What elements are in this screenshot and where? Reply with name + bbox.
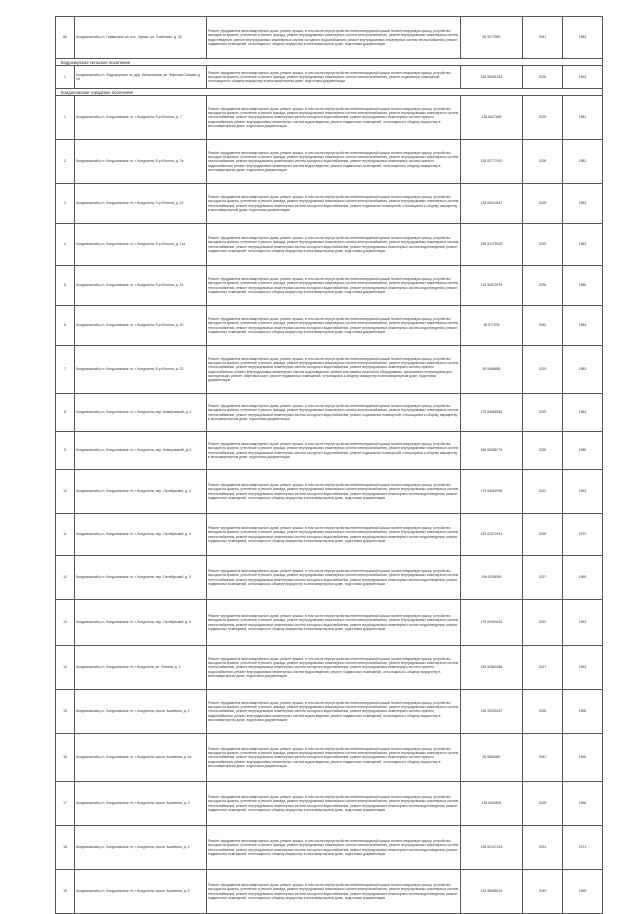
address-cell: Кондопожский р-н, Кондопожское гп, г. Кондопога, б-р Юности, д. 16: [75, 266, 207, 306]
works-cell: Ремонт фундамента многоквартирного дома, ремонт крыши, в том числе переустройство невентилируемой крыши на вентилируемую крышу, устройство выходов на кровлю, утепление и ремонт фасада, ремонт внутридомовых инженерных систем электроснабжения, ремонт внутридомовых инженерных систем теплоснабжения, ремонт внутридомовых инженерных систем холодного водоснабжения, ремонт внутридомовых инженерных систем горячего водоснабжения, ремонт внутридомовых инженерных систем водоотведения, ремонт подвальных помещений, относящихся к общему имуществу в многоквартирном доме, подготовка документации: [207, 690, 461, 734]
area-cell: 155 55491324: [461, 66, 523, 89]
planned-year-cell: 2042: [523, 734, 563, 782]
build-year-cell: 1984: [563, 394, 603, 432]
planned-year-cell: 2028: [523, 514, 563, 556]
area-cell: 95 5488685: [461, 346, 523, 394]
build-year-cell: 1983: [563, 224, 603, 266]
planned-year-cell: 2049: [523, 870, 563, 914]
planned-year-cell: 2029: [523, 346, 563, 394]
row-number: 1: [56, 96, 75, 140]
planned-year-cell: 2036: [523, 266, 563, 306]
row-number: 17: [56, 782, 75, 826]
area-cell: 135 33250267: [461, 690, 523, 734]
build-year-cell: 1963: [563, 66, 603, 89]
works-cell: Ремонт фундамента многоквартирного дома, ремонт крыши, в том числе переустройство невентилируемой крыши на вентилируемую крышу, устройство выходов на кровлю, утепление и ремонт фасада, ремонт внутридомовых инженерных систем электроснабжения, ремонт внутридомовых инженерных систем теплоснабжения, ремонт внутридомовых инженерных систем холодного водоснабжения, ремонт внутридомовых инженерных систем водоотведения, ремонт подвальных помещений, относящихся к общему имуществу в многоквартирном доме, подготовка документации: [207, 870, 461, 914]
table-row: [56, 556, 603, 600]
planned-year-cell: 2029: [523, 96, 563, 140]
table-row: [56, 66, 603, 89]
planned-year-cell: 2029: [523, 782, 563, 826]
row-number: 13: [56, 600, 75, 646]
works-cell: Ремонт фундамента многоквартирного дома, ремонт крыши, в том числе переустройство невентилируемой крыши на вентилируемую крышу, устройство выходов на кровлю, утепление и ремонт фасада, ремонт внутридомовых инженерных систем электроснабжения, ремонт внутридомовых инженерных систем теплоснабжения, ремонт внутридомовых инженерных систем холодного водоснабжения, ремонт подвальных помещений, относящихся к общему имуществу в многоквартирном доме, подготовка документации: [207, 432, 461, 470]
table-row: [56, 600, 603, 646]
table-row: [56, 432, 603, 470]
planned-year-cell: 2027: [523, 556, 563, 600]
address-cell: Кондопожский р-н, Кондопожское гп, г. Кондопога, пер. Кемеровский, д. 6: [75, 432, 207, 470]
table-row: [56, 514, 603, 556]
address-cell: Кондопожский р-н, Кондопожское гп, г. Кондопога, просп. Калинина, д. 5: [75, 870, 207, 914]
build-year-cell: 1983: [563, 184, 603, 224]
row-number: 9: [56, 432, 75, 470]
area-cell: 179 54062994: [461, 470, 523, 514]
table-row: [56, 826, 603, 870]
works-cell: Ремонт фундамента многоквартирного дома, ремонт крыши, в том числе переустройство невентилируемой крыши на вентилируемую крышу, устройство выходов на кровлю, утепление и ремонт фасада, ремонт внутридомовых инженерных систем электроснабжения, ремонт внутридомовых инженерных систем теплоснабжения, ремонт внутридомовых инженерных систем холодного водоснабжения, ремонт внутридомовых инженерных систем водоотведения, ремонт подвальных помещений, относящихся к общему имуществу в многоквартирном доме, подготовка документации: [207, 556, 461, 600]
build-year-cell: 1966: [563, 782, 603, 826]
row-number: 6: [56, 306, 75, 346]
row-number: 1: [56, 66, 75, 89]
build-year-cell: 1968: [563, 734, 603, 782]
table-row: [56, 346, 603, 394]
table-row: [56, 394, 603, 432]
row-number: 14: [56, 646, 75, 690]
address-cell: Кондопожский р-н, Кондопожское гп, г. Кондопога, просп. Калинина, д. 2: [75, 690, 207, 734]
build-year-cell: 1983: [563, 346, 603, 394]
area-cell: 153 53374913: [461, 514, 523, 556]
address-cell: Кондопожский р-н, Кондопожское гп, г. Кондопога, б-р Юности, д. 7: [75, 96, 207, 140]
works-cell: Ремонт фундамента многоквартирного дома, ремонт крыши, в том числе переустройство невентилируемой крыши на вентилируемую крышу, устройство выходов на кровлю, утепление и ремонт фасада, ремонт внутридомовых инженерных систем электроснабжения, ремонт внутридомовых инженерных систем теплоснабжения, ремонт внутридомовых инженерных систем холодного водоснабжения, ремонт внутридомовых инженерных систем водоотведения, ремонт подвальных помещений, относящихся к общему имуществу в многоквартирном доме, подготовка документации: [207, 266, 461, 306]
works-cell: Ремонт фундамента многоквартирного дома, ремонт крыши, в том числе переустройство невентилируемой крыши на вентилируемую крышу, устройство выходов на кровлю, утепление и ремонт фасада, ремонт внутридомовых инженерных систем электроснабжения, ремонт внутридомовых инженерных систем теплоснабжения, ремонт внутридомовых инженерных систем холодного водоснабжения, ремонт внутридомовых инженерных систем водоотведения, ремонт подвальных помещений, относящихся к общему имуществу в многоквартирном доме, подготовка документации: [207, 826, 461, 870]
works-cell: Ремонт фундамента многоквартирного дома, ремонт крыши, в том числе переустройство невентилируемой крыши на вентилируемую крышу, устройство выходов на кровлю, утепление и ремонт фасада, ремонт внутридомовых инженерных систем электроснабжения, ремонт внутридомовых инженерных систем теплоснабжения, ремонт внутридомовых инженерных систем холодного водоснабжения, ремонт внутридомовых инженерных систем водоотведения, ремонт подвальных помещений, относящихся к общему имуществу в многоквартирном доме, подготовка документации: [207, 470, 461, 514]
section-title: Кондопожское городское поселение: [56, 89, 603, 96]
build-year-cell: 1969: [563, 870, 603, 914]
address-cell: Кондопожский р-н, Кондопожское гп, г. Кондопога, б-р Юности, д. 20: [75, 306, 207, 346]
table-row: [56, 140, 603, 184]
works-cell: Ремонт фундамента многоквартирного дома, ремонт крыши, в том числе переустройство невентилируемой крыши на вентилируемую крышу, устройство выходов на кровлю, утепление и ремонт фасада, ремонт внутридомовых инженерных систем электроснабжения, ремонт внутридомовых инженерных систем водоотведения, ремонт внутридомовых инженерных систем холодного водоснабжения, ремонт внутридомовых инженерных систем теплоснабжения, ремонт подвальных помещений, относящихся к общему имуществу в многоквартирном доме, подготовка документации: [207, 17, 461, 59]
row-number: 4: [56, 224, 75, 266]
address-cell: Кондопожский р-н, Кондопожское гп, г. Кондопога, пер. Октябрьский, д. 5: [75, 556, 207, 600]
row-number: 15: [56, 690, 75, 734]
address-cell: Кондопожский р-н, Кондопожское гп, г. Кондопога, б-р Юности, д. 22: [75, 346, 207, 394]
build-year-cell: 1965: [563, 556, 603, 600]
row-number: 10: [56, 470, 75, 514]
row-number: 7: [56, 346, 75, 394]
section-header-row: [56, 59, 603, 66]
area-cell: 135 52777620: [461, 140, 523, 184]
table-row: [56, 734, 603, 782]
address-cell: Кондопожский р-н, Кондопожское гп, г. Кондопога, просп. Калинина, д. 4: [75, 826, 207, 870]
table-row: [56, 224, 603, 266]
works-cell: Ремонт фундамента многоквартирного дома, ремонт крыши, в том числе переустройство невентилируемой крыши на вентилируемую крышу, устройство выходов на кровлю, утепление и ремонт фасада, ремонт внутридомовых инженерных систем электроснабжения, ремонт внутридомовых инженерных систем теплоснабжения, ремонт внутридомовых инженерных систем холодного водоснабжения, ремонт подвальных помещений, относящихся к общему имуществу в многоквартирном доме, подготовка документации: [207, 394, 461, 432]
build-year-cell: 1986: [563, 266, 603, 306]
row-number: 12: [56, 556, 75, 600]
section-title: Кедрозерское сельское поселение: [56, 59, 603, 66]
build-year-cell: 1963: [563, 646, 603, 690]
area-cell: 179 54394463: [461, 600, 523, 646]
address-cell: Кондопожский р-н, Кондопожское гп, г. Кондопога, просп. Калинина, д. 3: [75, 782, 207, 826]
area-cell: 155 52863364: [461, 646, 523, 690]
area-cell: 98 977635: [461, 306, 523, 346]
section-header-row: [56, 89, 603, 96]
address-cell: Кондопожский р-н, Кондопожское гп, г. Кондопога, б-р Юности, д. 11а: [75, 224, 207, 266]
area-cell: 155 51275529: [461, 224, 523, 266]
works-cell: Ремонт фундамента многоквартирного дома, ремонт крыши, в том числе переустройство невентилируемой крыши на вентилируемую крышу, устройство выходов на кровлю, утепление и ремонт фасада, ремонт внутридомовых инженерных систем электроснабжения, ремонт внутридомовых инженерных систем теплоснабжения, ремонт внутридомовых инженерных систем холодного водоснабжения, ремонт внутридомовых инженерных систем водоотведения, ремонт подвальных помещений, относящихся к общему имуществу в многоквартирном доме, подготовка документации: [207, 224, 461, 266]
works-cell: Ремонт фундамента многоквартирного дома, ремонт крыши, в том числе переустройство невентилируемой крыши на вентилируемую крышу, устройство выходов на кровлю, утепление и ремонт фасада, ремонт внутридомовых инженерных систем электроснабжения, ремонт внутридомовых инженерных систем теплоснабжения, ремонт внутридомовых инженерных систем холодного водоснабжения, ремонт внутридомовых инженерных систем горячего водоснабжения, ремонт внутридомовых инженерных систем водоотведения, ремонт подвальных помещений, относящихся к общему имуществу в многоквартирном доме, подготовка документации: [207, 734, 461, 782]
build-year-cell: 1979: [563, 514, 603, 556]
row-number: 16: [56, 734, 75, 782]
area-cell: 65 5072960: [461, 17, 523, 59]
planned-year-cell: 2026: [523, 432, 563, 470]
table-row: [56, 266, 603, 306]
area-cell: 196 6298090: [461, 556, 523, 600]
address-cell: Кондопожский р-н, Кедрозерское сп, дер. Ионасальма, ул. Фирсова Сальма, д. 16: [75, 66, 207, 89]
address-cell: Кондопожский р-н, Кондопожское гп, г. Кондопога, б-р Юности, д. 12: [75, 184, 207, 224]
repair-program-table: [55, 16, 603, 914]
works-cell: Ремонт фундамента многоквартирного дома, ремонт крыши, в том числе переустройство невентилируемой крыши на вентилируемую крышу, устройство выходов на кровлю, утепление и ремонт фасада, ремонт внутридомовых инженерных систем электроснабжения, ремонт внутридомовых инженерных систем теплоснабжения, ремонт внутридомовых инженерных систем холодного водоснабжения, ремонт внутридомовых инженерных систем водоотведения, ремонт подвальных помещений, относящихся к общему имуществу в многоквартирном доме, подготовка документации: [207, 306, 461, 346]
works-cell: Ремонт фундамента многоквартирного дома, ремонт крыши, в том числе переустройство невентилируемой крыши на вентилируемую крышу, устройство выходов на кровлю, утепление и ремонт фасада, ремонт внутридомовых инженерных систем электроснабжения, ремонт внутридомовых инженерных систем теплоснабжения, ремонт внутридомовых инженерных систем холодного водоснабжения, ремонт внутридомовых инженерных систем горячего водоснабжения, ремонт внутридомовых инженерных систем водоотведения, ремонт подвальных помещений, относящихся к общему имуществу в многоквартирном доме, подготовка документации: [207, 646, 461, 690]
address-cell: Кондопожский р-н, Кондопожское гп, г. Кондопога, просп. Калинина, д. 2а: [75, 734, 207, 782]
table-row: [56, 690, 603, 734]
planned-year-cell: 2026: [523, 66, 563, 89]
table-row: [56, 646, 603, 690]
works-cell: Ремонт фундамента многоквартирного дома, ремонт крыши, в том числе переустройство невентилируемой крыши на вентилируемую крышу, устройство выходов на кровлю, утепление и ремонт фасада, ремонт внутридомовых инженерных систем электроснабжения, ремонт внутридомовых инженерных систем теплоснабжения, ремонт внутридомовых инженерных систем холодного водоснабжения, ремонт внутридомовых инженерных систем горячего водоснабжения, ремонт внутридомовых инженерных систем водоотведения, ремонт или замена лифтового оборудования, признанного непригодным для эксплуатации, ремонт лифтовых шахт, ремонт подвальных помещений, относящихся к общему имуществу в многоквартирном доме, подготовка документации: [207, 346, 461, 394]
planned-year-cell: 2022: [523, 600, 563, 646]
area-cell: 135 52107443: [461, 826, 523, 870]
works-cell: Ремонт фундамента многоквартирного дома, ремонт крыши, в том числе переустройство невентилируемой крыши на вентилируемую крышу, устройство выходов на кровлю, утепление и ремонт фасада, ремонт внутридомовых инженерных систем электроснабжения, ремонт внутридомовых инженерных систем теплоснабжения, ремонт внутридомовых инженерных систем холодного водоснабжения, ремонт подвальных помещений, относящихся к общему имуществу в многоквартирном доме, подготовка документации: [207, 184, 461, 224]
address-cell: Кондопожский р-н, Гирвасское сп, пос. Гирвас, ул. Советская, д. 32: [75, 17, 207, 59]
build-year-cell: 1971: [563, 826, 603, 870]
build-year-cell: 1981: [563, 96, 603, 140]
area-cell: 175 54866584: [461, 394, 523, 432]
works-cell: Ремонт фундамента многоквартирного дома, ремонт крыши, в том числе переустройство невентилируемой крыши на вентилируемую крышу, устройство выходов на кровлю, утепление и ремонт фасада, ремонт внутридомовых инженерных систем электроснабжения, ремонт внутридомовых инженерных систем теплоснабжения, ремонт внутридомовых инженерных систем холодного водоснабжения, ремонт внутридомовых инженерных систем горячего водоснабжения, ремонт внутридомовых инженерных систем водоотведения, ремонт подвальных помещений, относящихся к общему имуществу в многоквартирном доме, подготовка документации: [207, 96, 461, 140]
row-number: 2: [56, 140, 75, 184]
build-year-cell: 1963: [563, 470, 603, 514]
row-number: 66: [56, 17, 75, 59]
area-cell: 135 5303804: [461, 782, 523, 826]
area-cell: 125 56685044: [461, 870, 523, 914]
table-row: [56, 306, 603, 346]
works-cell: Ремонт фундамента многоквартирного дома, ремонт крыши, в том числе переустройство невентилируемой крыши на вентилируемую крышу, устройство выходов на кровлю, утепление и ремонт фасада, ремонт внутридомовых инженерных систем электроснабжения, ремонт внутридомовых инженерных систем теплоснабжения, ремонт внутридомовых инженерных систем холодного водоснабжения, ремонт внутридомовых инженерных систем горячего водоснабжения, ремонт внутридомовых инженерных систем водоотведения, ремонт подвальных помещений, относящихся к общему имуществу в многоквартирном доме, подготовка документации: [207, 140, 461, 184]
build-year-cell: 1983: [563, 17, 603, 59]
planned-year-cell: 2031: [523, 826, 563, 870]
table-body: [56, 17, 603, 914]
build-year-cell: 1981: [563, 140, 603, 184]
build-year-cell: 1968: [563, 690, 603, 734]
planned-year-cell: 2040: [523, 306, 563, 346]
planned-year-cell: 2029: [523, 184, 563, 224]
row-number: 11: [56, 514, 75, 556]
address-cell: Кондопожский р-н, Кондопожское гп, г. Кондопога, пер. Октябрьский, д. 4: [75, 514, 207, 556]
works-cell: Ремонт фундамента многоквартирного дома, ремонт крыши, в том числе переустройство невентилируемой крыши на вентилируемую крышу, устройство выходов на кровлю, утепление и ремонт фасада, ремонт внутридомовых инженерных систем электроснабжения, ремонт подвальных помещений, относящихся к общему имуществу в многоквартирном доме, подготовка документации: [207, 66, 461, 89]
table-row: [56, 96, 603, 140]
planned-year-cell: 2025: [523, 224, 563, 266]
build-year-cell: 1963: [563, 600, 603, 646]
row-number: 8: [56, 394, 75, 432]
table-row: [56, 470, 603, 514]
works-cell: Ремонт фундамента многоквартирного дома, ремонт крыши, в том числе переустройство невентилируемой крыши на вентилируемую крышу, устройство выходов на кровлю, утепление и ремонт фасада, ремонт внутридомовых инженерных систем электроснабжения, ремонт внутридомовых инженерных систем теплоснабжения, ремонт внутридомовых инженерных систем холодного водоснабжения, ремонт внутридомовых инженерных систем водоотведения, ремонт подвальных помещений, относящихся к общему имуществу в многоквартирном доме, подготовка документации: [207, 600, 461, 646]
planned-year-cell: 2041: [523, 17, 563, 59]
address-cell: Кондопожский р-н, Кондопожское гп, г. Кондопога, пер. Кемеровский, д. 4: [75, 394, 207, 432]
area-cell: 95 6866482: [461, 734, 523, 782]
row-number: 3: [56, 184, 75, 224]
table-row: [56, 17, 603, 59]
row-number: 5: [56, 266, 75, 306]
row-number: 18: [56, 826, 75, 870]
address-cell: Кондопожский р-н, Кондопожское гп, г. Кондопога, ул. Ленина, д. 3: [75, 646, 207, 690]
table-row: [56, 870, 603, 914]
build-year-cell: 1984: [563, 306, 603, 346]
address-cell: Кондопожский р-н, Кондопожское гп, г. Кондопога, пер. Октябрьский, д. 6: [75, 600, 207, 646]
area-cell: 136 5627659: [461, 96, 523, 140]
build-year-cell: 1989: [563, 432, 603, 470]
planned-year-cell: 2027: [523, 646, 563, 690]
row-number: 19: [56, 870, 75, 914]
planned-year-cell: 2022: [523, 470, 563, 514]
planned-year-cell: 2026: [523, 690, 563, 734]
address-cell: Кондопожский р-н, Кондопожское гп, г. Кондопога, б-р Юности, д. 7а: [75, 140, 207, 184]
area-cell: 126 60014847: [461, 184, 523, 224]
area-cell: 186 65385776: [461, 432, 523, 470]
works-cell: Ремонт фундамента многоквартирного дома, ремонт крыши, в том числе переустройство невентилируемой крыши на вентилируемую крышу, устройство выходов на кровлю, утепление и ремонт фасада, ремонт внутридомовых инженерных систем электроснабжения, ремонт внутридомовых инженерных систем теплоснабжения, ремонт внутридомовых инженерных систем холодного водоснабжения, ремонт внутридомовых инженерных систем водоотведения, ремонт подвальных помещений, относящихся к общему имуществу в многоквартирном доме, подготовка документации: [207, 514, 461, 556]
planned-year-cell: 2029: [523, 394, 563, 432]
table-row: [56, 184, 603, 224]
works-cell: Ремонт фундамента многоквартирного дома, ремонт крыши, в том числе переустройство невентилируемой крыши на вентилируемую крышу, устройство выходов на кровлю, утепление и ремонт фасада, ремонт внутридомовых инженерных систем электроснабжения, ремонт внутридомовых инженерных систем теплоснабжения, ремонт внутридомовых инженерных систем холодного водоснабжения, ремонт внутридомовых инженерных систем водоотведения, ремонт подвальных помещений, относящихся к общему имуществу в многоквартирном доме, подготовка документации: [207, 782, 461, 826]
planned-year-cell: 2028: [523, 140, 563, 184]
table-row: [56, 782, 603, 826]
address-cell: Кондопожский р-н, Кондопожское гп, г. Кондопога, пер. Октябрьский, д. 2: [75, 470, 207, 514]
area-cell: 115 50872979: [461, 266, 523, 306]
